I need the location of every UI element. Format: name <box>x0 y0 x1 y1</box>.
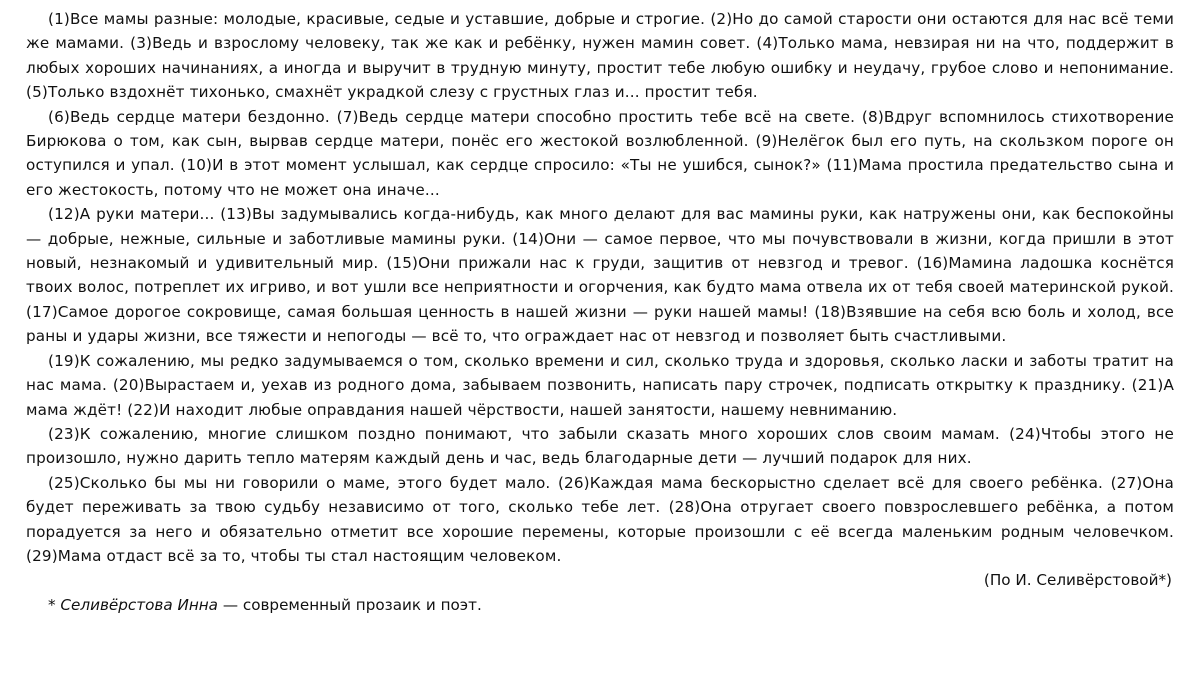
source-attribution: (По И. Селивёрстовой*) <box>983 571 1172 590</box>
paragraph-4: (19)К сожалению, мы редко задумываемся о том, сколько времени и сил, сколько труда и здоровья, сколько ласки и заботы тратит на нас мама. (20)Вырастаем и, уехав из родного дома, забываем позвонить, написать пару строчек, подписать открытку к празднику. (21)А мама ждёт! (22)И находит любые оправдания нашей чёрствости, нашей занятости, нашему невниманию. <box>26 351 1174 419</box>
paragraph-6: (25)Сколько бы мы ни говорили о маме, этого будет мало. (26)Каждая мама бескорыстно сделает всё для своего ребёнка. (27)Она будет переживать за твою судьбу независимо от того, сколько тебе лет. (28)Она отругает своего повзрослевшего ребёнка, а потом порадуется за него и обязательно отметит все хорошие перемены, которые произошли с её всегда маленьким родным человечком. (29)Мама отдаст всё за то, чтобы ты стал настоящим человеком. <box>26 473 1174 565</box>
author-footnote <box>26 593 1174 617</box>
document-page <box>26 7 1174 617</box>
paragraph-1: (1)Все мамы разные: молодые, красивые, седые и уставшие, добрые и строгие. (2)Но до самой старости они остаются для нас всё теми же мамами. (3)Ведь и взрослому человеку, так же как и ребёнку, нужен мамин совет. (4)Только мама, невзирая ни на что, поддержит в любых хороших начинаниях, а иногда и выручит в трудную минуту, простит тебе любую ошибку и неудачу, грубое слово и непонимание. (5)Только вздохнёт тихонько, смахнёт украдкой слезу с грустных глаз и... простит тебя. <box>26 10 1174 102</box>
footnote-author-name: Селивёрстова Инна <box>60 595 218 614</box>
paragraph-2: (6)Ведь сердце матери бездонно. (7)Ведь сердце матери способно простить тебе всё на свете. (8)Вдруг вспомнилось стихотворение Бирюкова о том, как сын, вырвав сердце матери, понёс его жестокой возлюбленной. (9)Нелёгок был его путь, на скользком пороге он оступился и упал. (10)И в этот момент услышал, как сердце спросило: «Ты не ушибся, сынок?» (11)Мама простила предательство сына и его жестокость, потому что не может она иначе... <box>26 107 1174 199</box>
paragraph-3: (12)А руки матери... (13)Вы задумывались когда-нибудь, как много делают для вас мамины руки, как натружены они, как беспокойны — добрые, нежные, сильные и заботливые мамины руки. (14)Они — самое первое, что мы почувствовали в жизни, когда пришли в этот новый, незнакомый и удивительный мир. (15)Они прижали нас к груди, защитив от невзгод и тревог. (16)Мамина ладошка коснётся твоих волос, потреплет их игриво, и вот ушли все неприятности и огорчения, как будто мама отвела их от тебя своей материнской рукой. (17)Самое дорогое сокровище, самая большая ценность в нашей жизни — руки нашей мамы! (18)Взявшие на себя всю боль и холод, все раны и удары жизни, все тяжести и непогоды — всё то, что ограждает нас от невзгод и позволяет быть счастливыми. <box>26 205 1174 346</box>
footnote-description: — современный прозаик и поэт. <box>218 595 482 614</box>
paragraph-5: (23)К сожалению, многие слишком поздно понимают, что забыли сказать много хороших слов своим мамам. (24)Чтобы этого не произошло, нужно дарить тепло матерям каждый день и час, ведь благодарные дети — лучший подарок для них. <box>26 424 1174 468</box>
footnote-marker: * <box>48 595 61 614</box>
